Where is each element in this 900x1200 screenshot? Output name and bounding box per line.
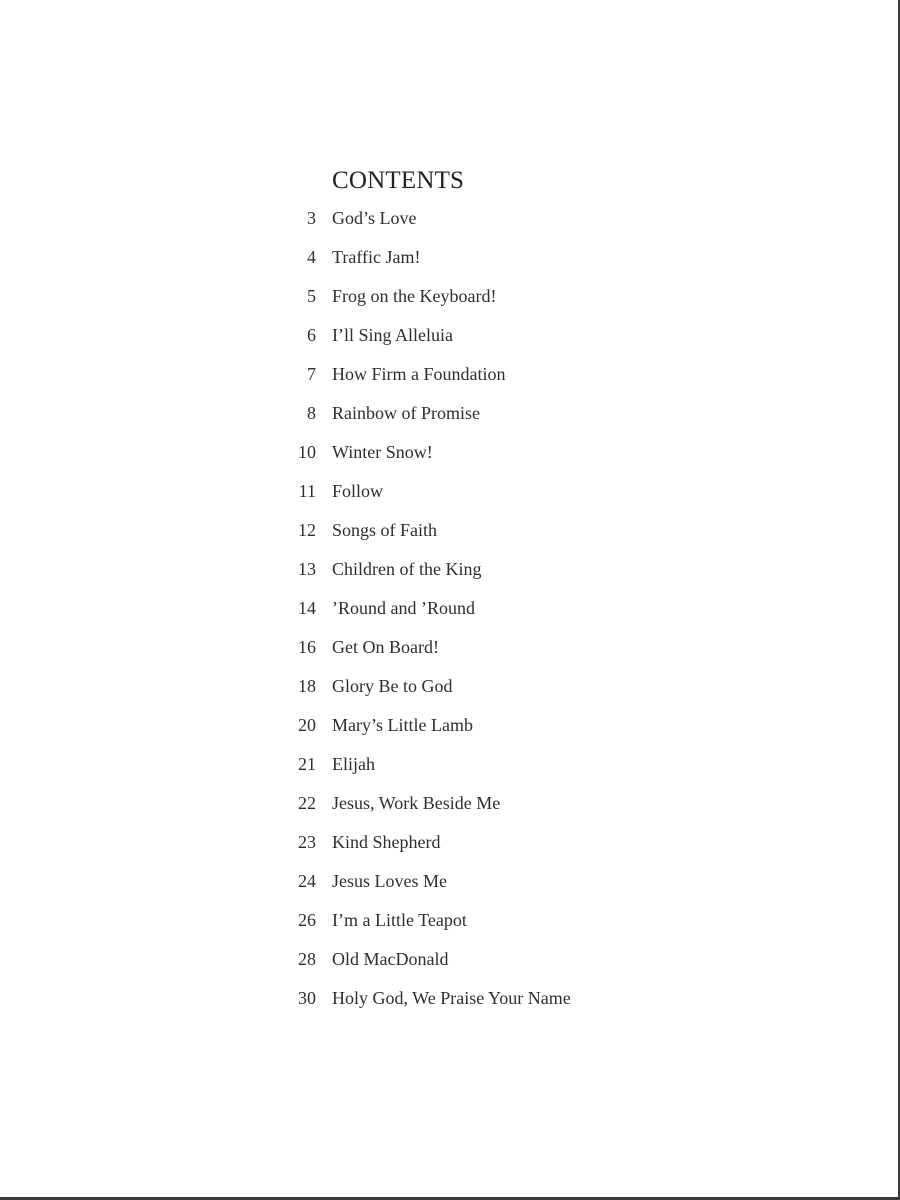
toc-entry [280, 986, 800, 1025]
contents-heading: CONTENTS [332, 167, 465, 194]
toc-entry [280, 908, 800, 947]
toc-song-title: Frog on the Keyboard! [332, 286, 497, 306]
toc-song-title: Jesus Loves Me [332, 871, 447, 891]
toc-page-number: 10 [298, 442, 316, 462]
toc-entry [280, 752, 800, 791]
toc-song-title: Children of the King [332, 559, 482, 579]
table-of-contents [280, 164, 800, 1025]
toc-page-number: 12 [298, 520, 316, 540]
toc-song-title: I’ll Sing Alleluia [332, 325, 453, 345]
toc-page-number: 6 [307, 325, 316, 345]
toc-song-title: I’m a Little Teapot [332, 910, 467, 930]
toc-song-title: Winter Snow! [332, 442, 433, 462]
toc-song-title: Get On Board! [332, 637, 439, 657]
toc-entry [280, 869, 800, 908]
toc-page-number: 13 [298, 559, 316, 579]
toc-entry [280, 635, 800, 674]
toc-page-number: 3 [307, 208, 316, 228]
toc-song-title: Songs of Faith [332, 520, 438, 540]
toc-page-number: 8 [307, 403, 316, 423]
toc-entry [280, 674, 800, 713]
toc-page-number: 7 [307, 364, 316, 384]
toc-entry [280, 323, 800, 362]
toc-song-title: God’s Love [332, 208, 417, 228]
toc-entry [280, 830, 800, 869]
toc-page-number: 22 [298, 793, 316, 813]
toc-entry [280, 947, 800, 986]
toc-entry [280, 791, 800, 830]
toc-song-title: Holy God, We Praise Your Name [332, 988, 571, 1008]
toc-entry [280, 401, 800, 440]
toc-page-number: 5 [307, 286, 316, 306]
toc-song-title: Old MacDonald [332, 949, 449, 969]
toc-entry [280, 284, 800, 323]
toc-entry [280, 596, 800, 635]
toc-song-title: Glory Be to God [332, 676, 453, 696]
toc-page-number: 4 [307, 247, 316, 267]
toc-page-number: 14 [298, 598, 316, 618]
toc-page-number: 26 [298, 910, 316, 930]
toc-page-number: 18 [298, 676, 316, 696]
toc-song-title: Follow [332, 481, 384, 501]
toc-entry [280, 479, 800, 518]
toc-entry [280, 713, 800, 752]
toc-page-number: 24 [298, 871, 316, 891]
toc-page-number: 11 [298, 481, 316, 501]
toc-song-title: Mary’s Little Lamb [332, 715, 473, 735]
toc-entry [280, 362, 800, 401]
toc-entry [280, 440, 800, 479]
toc-song-title: Kind Shepherd [332, 832, 441, 852]
toc-song-title: ’Round and ’Round [332, 598, 475, 618]
toc-page-number: 28 [298, 949, 316, 969]
toc-page-number: 23 [298, 832, 316, 852]
toc-page-number: 20 [298, 715, 316, 735]
toc-entry [280, 518, 800, 557]
toc-song-title: Traffic Jam! [332, 247, 421, 267]
toc-entry [280, 557, 800, 596]
toc-song-title: Rainbow of Promise [332, 403, 480, 423]
toc-page-number: 16 [298, 637, 316, 657]
toc-song-title: Jesus, Work Beside Me [332, 793, 501, 813]
toc-song-title: How Firm a Foundation [332, 364, 506, 384]
toc-song-title: Elijah [332, 754, 375, 774]
toc-entry [280, 245, 800, 284]
toc-page-number: 30 [298, 988, 316, 1008]
toc-entry [280, 206, 800, 245]
toc-list [280, 206, 800, 1025]
toc-page-number: 21 [298, 754, 316, 774]
